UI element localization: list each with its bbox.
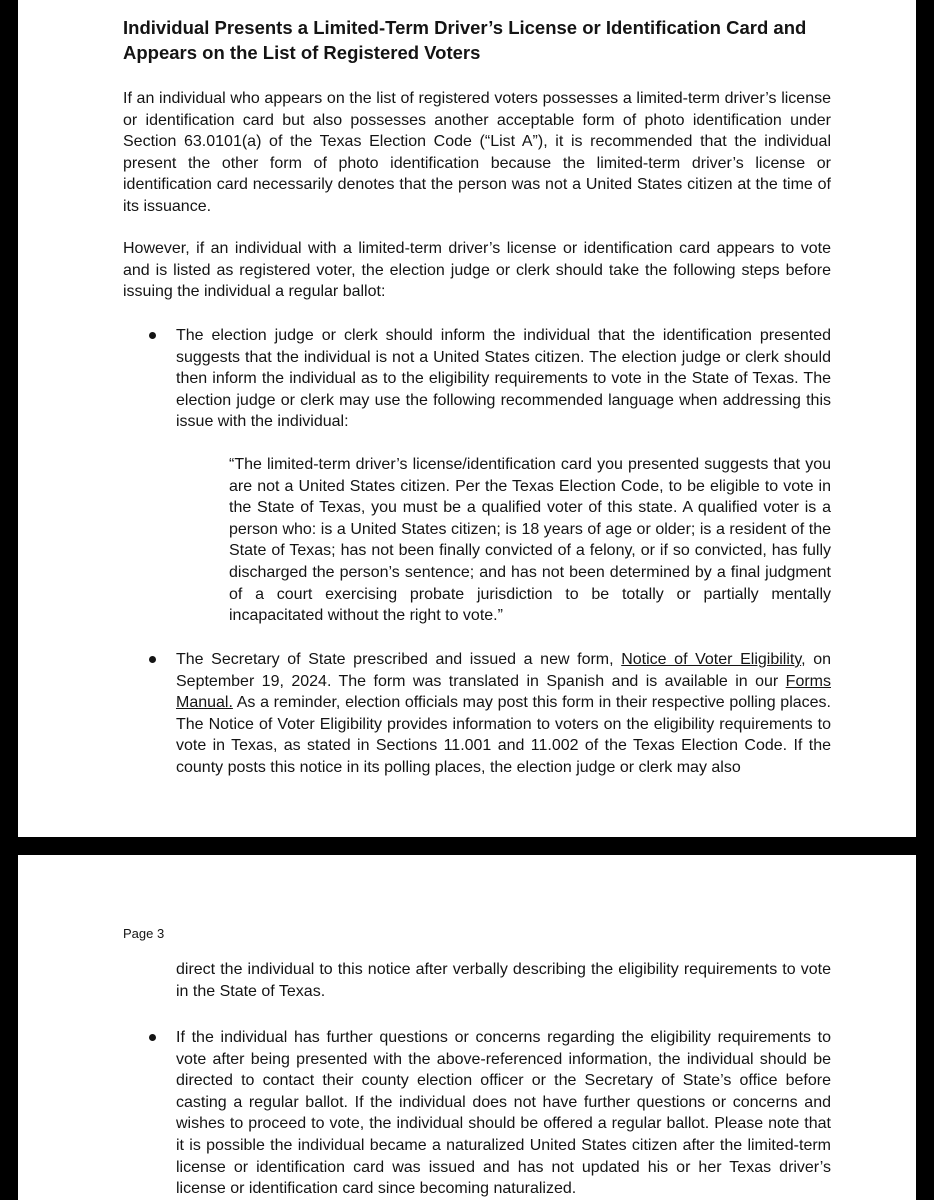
- continuation-paragraph: direct the individual to this notice after verbally describing the eligibility requirements to vote in the State of Texas.: [176, 961, 831, 1000]
- page-number: Page 3: [123, 926, 165, 941]
- bullet-icon: [149, 332, 156, 339]
- paragraph-steps-intro: However, if an individual with a limited-term driver’s license or identification card appears to vote and is listed as registered voter, the election judge or clerk should take the following steps before issuing the individual a regular ballot:: [123, 240, 831, 301]
- bullet-icon: [149, 656, 156, 663]
- bullet-icon: [149, 1034, 156, 1041]
- recommended-language-quote: “The limited-term driver’s license/identification card you presented suggests that you are not a United States citizen. Per the Texas Election Code, to be eligible to vote in the State of Texas, you must be a qualified voter of this state. A qualified voter is a person who: is a United States citizen; is 18 years of age or older; is a resident of the State of Texas; has not been finally convicted of a felony, or if so convicted, has fully discharged the person’s sentence; and has not been determined by a final judgment of a court exercising probate jurisdiction to be totally or partially mentally incapacitated without the right to vote.”: [229, 456, 831, 625]
- bullet-notice-of-voter-eligibility: The Secretary of State prescribed and issued a new form, Notice of Voter Eligibility, on September 19, 2024. The form was translated in Spanish and is available in our Forms Manual. As a reminder, election officials may post this form in their respective polling places. The Notice of Voter Eligibility provides information to voters on the eligibility requirements to vote in Texas, as stated in Sections 11.001 and 11.002 of the Texas Election Code. If the county posts this notice in its polling places, the election judge or clerk may also: [176, 651, 832, 776]
- bullet-further-questions: If the individual has further questions or concerns regarding the eligibility requirements to vote after being presented with the above-referenced information, the individual should be directed to contact their county election officer or the Secretary of State’s office before casting a regular ballot. If the individual does not have further questions or concerns and wishes to proceed to vote, the individual should be offered a regular ballot. Please note that it is possible the individual became a naturalized United States citizen after the limited-term license or identification card was issued and has not updated his or her Texas driver’s license or identification card since becoming naturalized.: [176, 1029, 831, 1198]
- notice-of-voter-eligibility-link[interactable]: Notice of Voter Eligibility: [621, 651, 802, 668]
- bullet-inform-individual: The election judge or clerk should inform the individual that the identification presented suggests that the individual is not a United States citizen. The election judge or clerk should then inform the individual as to the eligibility requirements to vote in the State of Texas. The election judge or clerk may use the following recommended language when addressing this issue with the individual:: [176, 327, 831, 431]
- forms-manual-link[interactable]: Forms Manual.: [176, 672, 831, 712]
- document-page-1: [18, 0, 916, 837]
- paragraph-list-a: If an individual who appears on the list of registered voters possesses a limited-term driver’s license or identification card but also possesses another acceptable form of photo identification under Section 63.0101(a) of the Texas Election Code (“List A”), it is recommended that the individual present the other form of photo identification because the limited-term driver’s license or identification card necessarily denotes that the person was not a United States citizen at the time of its issuance.: [123, 90, 831, 215]
- document-page-2: [18, 855, 916, 1200]
- section-heading: Individual Presents a Limited-Term Driver’s License or Identification Card and Appears on the List of Registered Voters: [123, 17, 807, 63]
